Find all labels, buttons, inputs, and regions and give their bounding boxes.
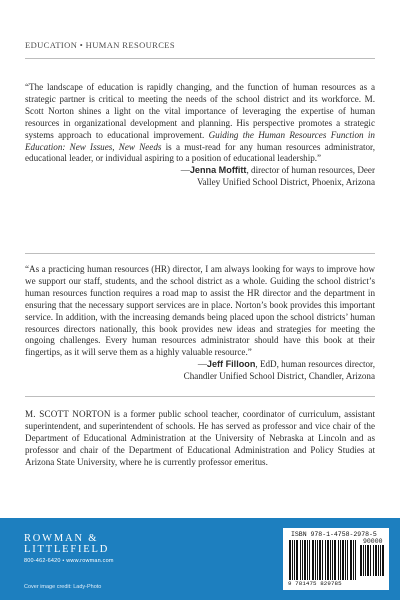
endorser-role: , EdD, human resources director, [255, 359, 375, 370]
barcode-bar [380, 545, 381, 576]
barcode-bar [292, 540, 293, 580]
barcode-bar [340, 540, 341, 580]
barcode-bar [309, 540, 310, 580]
price-addon-number: 90000 [363, 538, 383, 545]
barcode-bar [319, 540, 321, 580]
endorser-name: Jeff Filloon [206, 359, 256, 370]
endorsement-filloon [25, 264, 375, 383]
barcode-bar [312, 540, 314, 580]
barcode-bar [304, 540, 306, 580]
barcode-bar [370, 545, 371, 576]
barcode-bar [330, 540, 331, 580]
ean-barcode-bars [289, 540, 357, 580]
barcode-bar [363, 545, 364, 576]
book-title: Guiding the Human Resources Function in Education: New Issues, New Needs [25, 129, 375, 152]
endorsement-moffitt [25, 82, 375, 189]
barcode-bar [322, 540, 323, 580]
barcode-bar [317, 540, 318, 580]
endorser-organization: Valley Unified School District, Phoenix, Arizona [196, 177, 375, 188]
barcode-bar [353, 540, 354, 580]
barcode-bar [345, 540, 346, 580]
author-bio-text: is a former public school teacher, coordinator of curriculum, assistant superintendent, and superintendent of schools. He has served as professor and vice chair of the Department of Educational Administration at the University of Nebraska at Lincoln and as professor and chair of the Department of Educational Administration and Policy Studies at Arizona State University, where he is currently professor emeritus. [25, 409, 375, 467]
barcode-bar [367, 545, 369, 576]
divider [25, 396, 375, 397]
endorsement-text-part: is a must-read for any human resources administrator, educational leader, or individual aspiring to a position of educational leadership.” [25, 141, 375, 164]
author-name: M. SCOTT NORTON [25, 409, 111, 419]
divider [25, 253, 375, 254]
barcode-bar [350, 540, 352, 580]
barcode-bar [360, 545, 362, 576]
barcode-bar [289, 540, 291, 580]
barcode-bar [355, 540, 356, 580]
barcode-bar [315, 540, 316, 580]
publisher-contact: 800-462-6420 • www.rowman.com [24, 558, 114, 564]
category-label: EDUCATION • HUMAN RESOURCES [25, 40, 176, 50]
endorser-name: Jenna Moffitt [189, 165, 247, 176]
barcode-bar [382, 545, 384, 576]
barcode-bar [373, 545, 374, 576]
barcode-bar [338, 540, 339, 580]
endorser-role: , director of human resources, Deer [246, 165, 375, 176]
ean-number: 9 781475 829785 [288, 580, 342, 587]
barcode-bar [294, 540, 295, 580]
top-divider [25, 58, 375, 59]
barcode-bar [334, 540, 336, 580]
barcode-bar [300, 540, 301, 580]
barcode-bar [365, 545, 366, 576]
publisher-name-line2: LITTLEFIELD [24, 544, 110, 555]
barcode-bar [342, 540, 344, 580]
endorsement-attribution: —Jenna Moffitt, director of human resources, Deer [180, 165, 375, 176]
barcode-bar [327, 540, 329, 580]
addon-barcode-bars [360, 545, 384, 576]
barcode-bar [332, 540, 333, 580]
barcode-bar [378, 545, 379, 576]
endorsement-text [25, 82, 375, 165]
publisher-name-line1: ROWMAN & [24, 533, 99, 544]
endorsement-text-part: “The landscape of education is rapidly changing, and the function of human resources as a strategic partner is critical to meeting the needs of the school district and its workforce. M. Scott Norton shines a light on the vital importance of leveraging the expertise of human resources in organizational development and planning. His perspective promotes a strategic systems approach to educational improvement. [25, 82, 375, 140]
barcode-bar [296, 540, 298, 580]
endorsement-text: “As a practicing human resources (HR) director, I am always looking for ways to improve how we support our staff, students, and the school district as a whole. Guiding the school district’s human resources function requires a road map to assist the HR director and the department in ensuring that the necessary support services are in place. Norton’s book provides this important service. In addition, with the increasing demands being placed upon the school districts’ human resources directors nationally, this book provides new ideas and strategies for meeting the ongoing challenges. Every human resources administrator should have this book at their fingertips, as it will serve them as a highly valuable resource.” [25, 264, 375, 358]
publisher-logo [24, 533, 114, 564]
barcode-bar [325, 540, 326, 580]
barcode-bar [302, 540, 303, 580]
endorser-organization: Chandler Unified School District, Chandler, Arizona [183, 371, 375, 382]
barcode [283, 528, 389, 590]
barcode-bar [347, 540, 348, 580]
barcode-bar [307, 540, 308, 580]
isbn-label: ISBN 978-1-4758-2978-5 [291, 531, 377, 538]
barcode-bar [375, 545, 377, 576]
endorsement-attribution: —Jeff Filloon, EdD, human resources director, [197, 359, 375, 370]
author-bio [25, 408, 375, 468]
cover-credit: Cover image credit: Lady-Photo [24, 584, 102, 590]
